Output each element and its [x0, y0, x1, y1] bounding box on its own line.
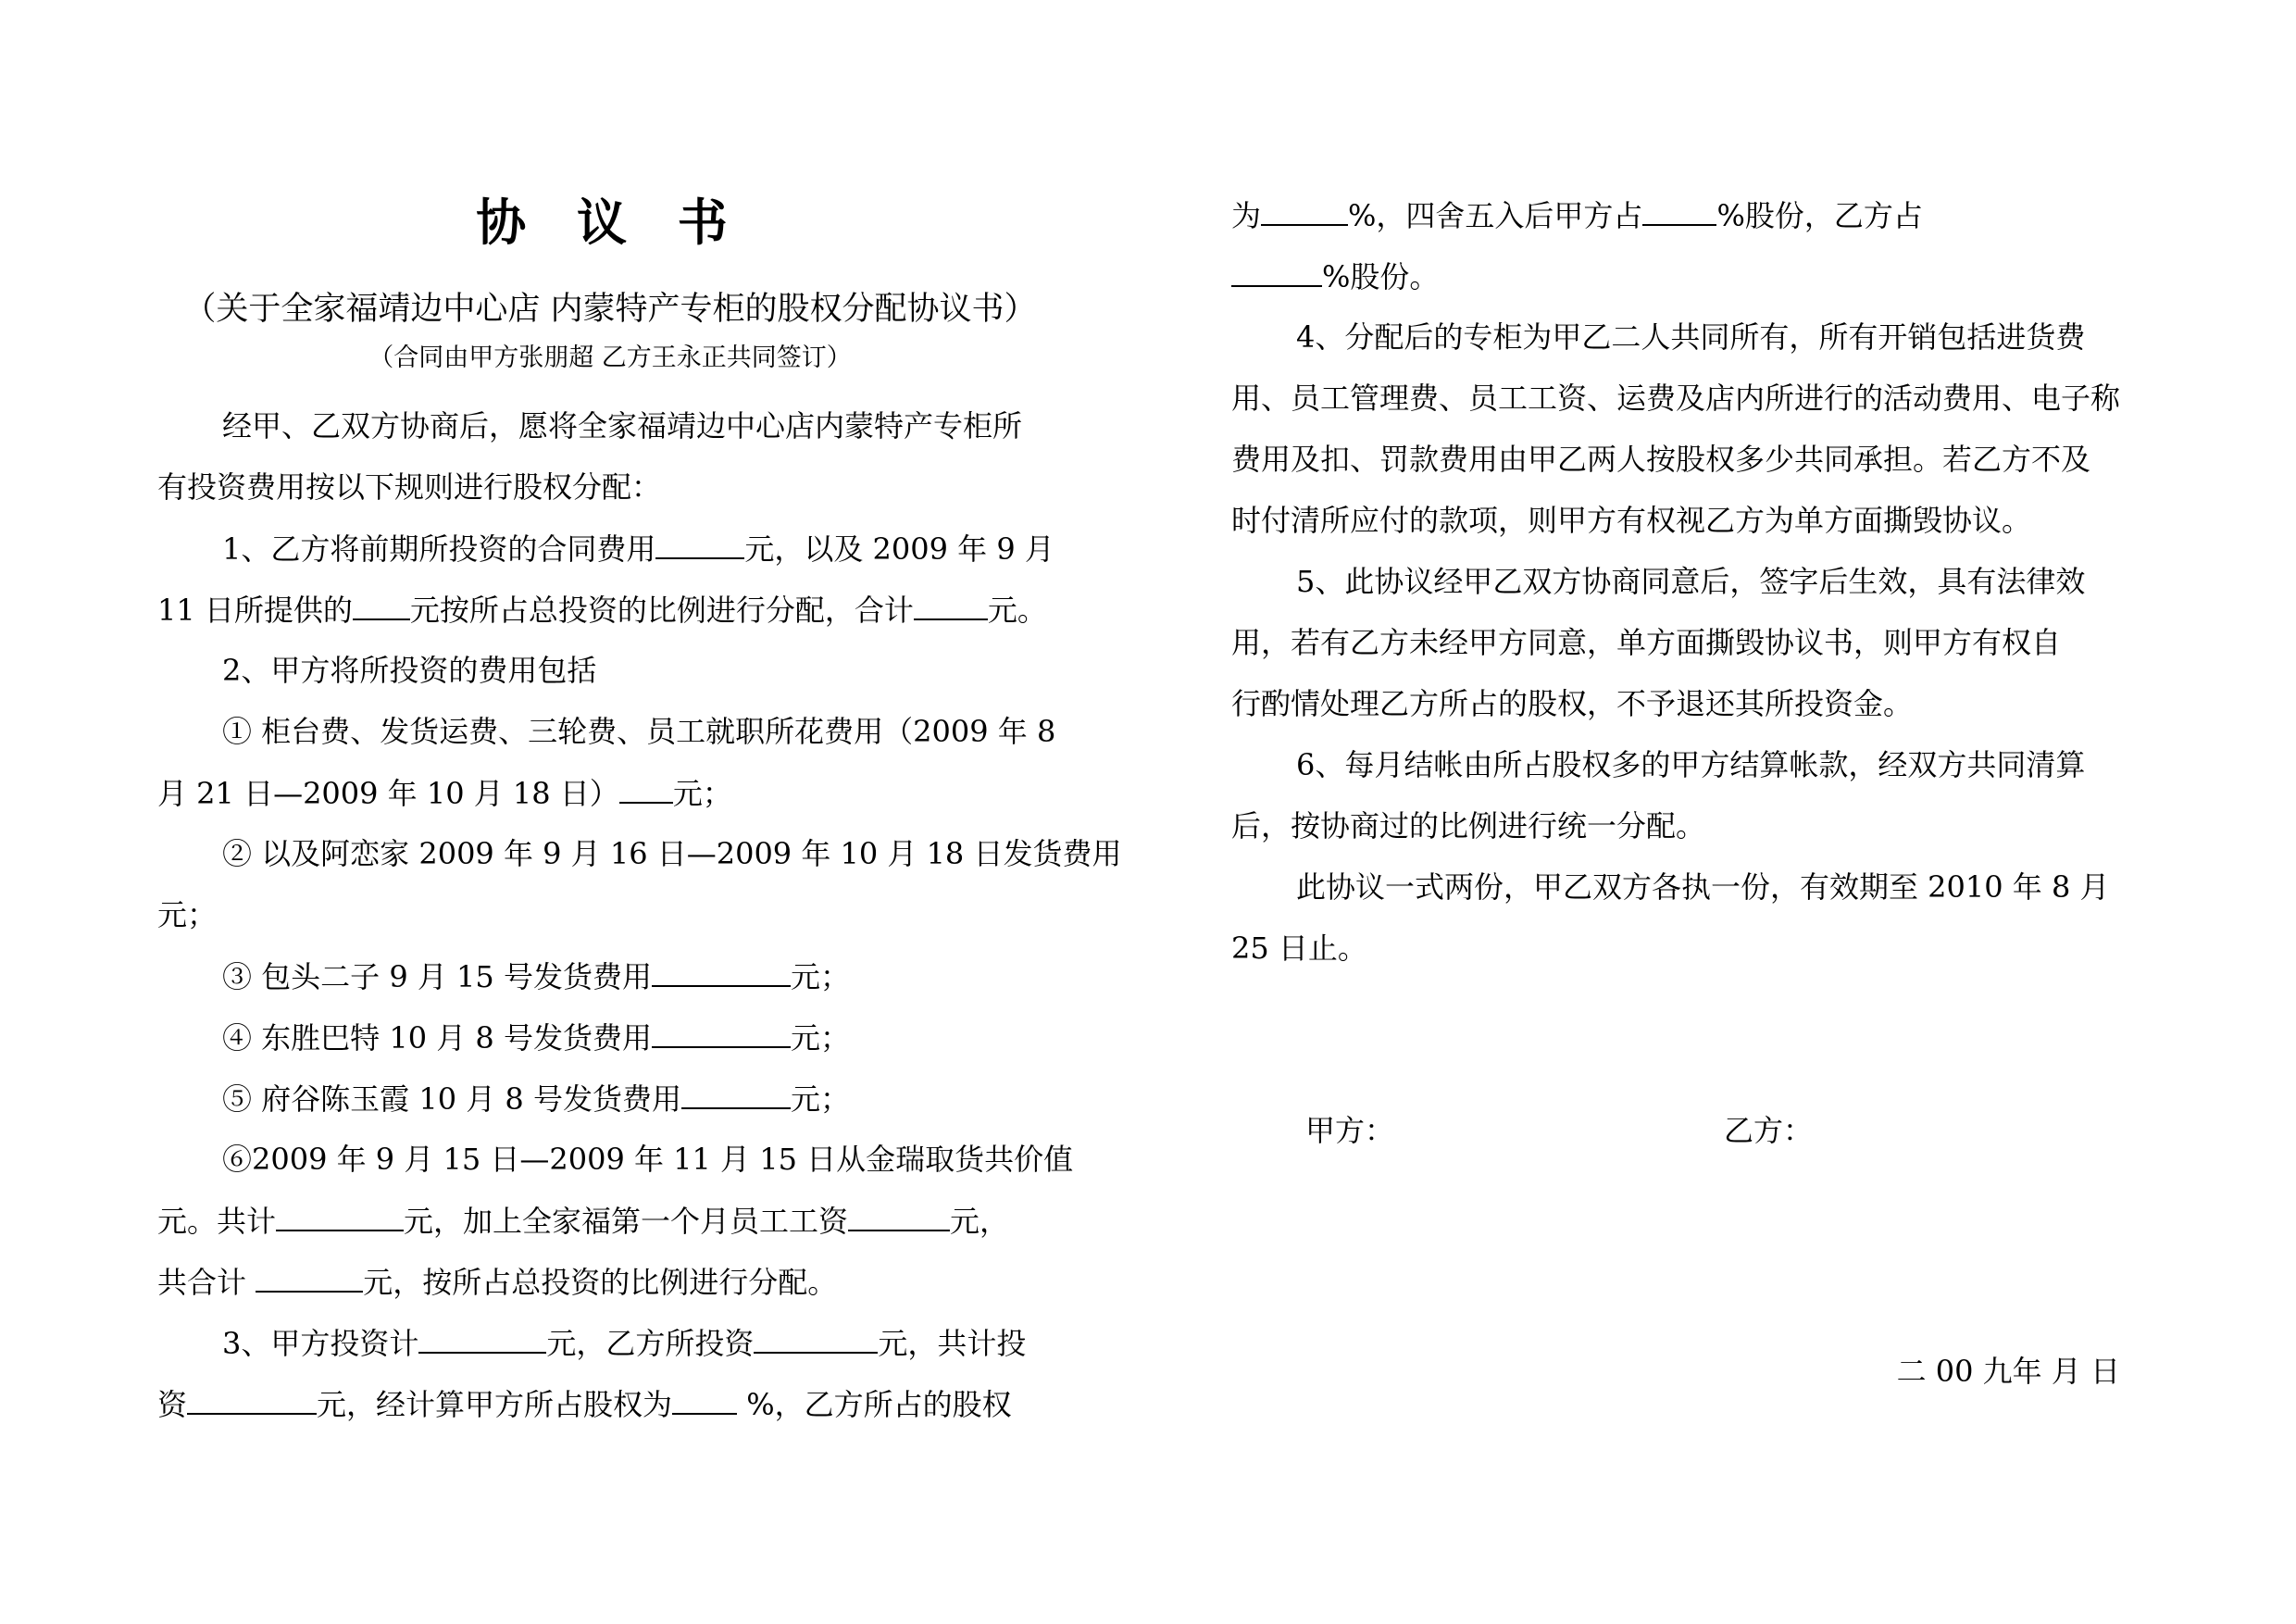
- clause-2-item-line: ④ 东胜巴特 10 月 8 号发货费用 元；: [222, 1020, 850, 1056]
- clause-3-line: 资 元，经计算甲方所占股权为 %，乙方所占的股权: [157, 1387, 1012, 1422]
- clause-4-line: 4、分配后的专柜为甲乙二人共同所有，所有开销包括进货费: [1296, 319, 2086, 355]
- clause-2-item-line: ① 柜台费、发货运费、三轮费、员工就职所花费用（2009 年 8: [222, 714, 1056, 749]
- clause-5-line: 用，若有乙方未经甲方同意，单方面撕毁协议书，则甲方有权自: [1231, 625, 2062, 660]
- document-title: 协 议 书: [476, 193, 744, 252]
- clause-3-line: 3、甲方投资计 元，乙方所投资 元，共计投: [222, 1326, 1027, 1361]
- document-subtitle: （关于全家福靖边中心店 内蒙特产专柜的股权分配协议书）: [183, 291, 1037, 328]
- paragraph-line: 经甲、乙双方协商后，愿将全家福靖边中心店内蒙特产专柜所: [222, 408, 1023, 443]
- blank-field[interactable]: [681, 1080, 791, 1109]
- blank-field[interactable]: [754, 1324, 878, 1354]
- blank-field[interactable]: [1642, 196, 1716, 226]
- clause-1-line: 1、乙方将前期所投资的合同费用 元，以及 2009 年 9 月: [222, 531, 1054, 567]
- blank-field[interactable]: [276, 1202, 404, 1231]
- clause-5-line: 行酌情处理乙方所占的股权，不予退还其所投资金。: [1231, 686, 1914, 721]
- clause-4-line: 时付清所应付的款项，则甲方有权视乙方为单方面撕毁协议。: [1231, 503, 2032, 538]
- clause-3-line: 为 %，四舍五入后甲方占 %股份，乙方占: [1231, 198, 1923, 233]
- clause-2-item-line: 元。共计 元，加上全家福第一个月员工工资 元，: [157, 1204, 1010, 1239]
- clause-4-line: 用、员工管理费、员工工资、运费及店内所进行的活动费用、电子称: [1231, 381, 2121, 416]
- blank-field[interactable]: [187, 1385, 317, 1415]
- clause-4-line: 费用及扣、罚款费用由甲乙两人按股权多少共同承担。若乙方不及: [1231, 442, 2091, 477]
- clause-2-item-line: 元；: [157, 897, 218, 932]
- clause-1-line: 11 日所提供的 元按所占总投资的比例进行分配，合计 元。: [157, 593, 1047, 628]
- clause-6-line: 6、每月结帐由所占股权多的甲方结算帐款，经双方共同清算: [1296, 747, 2086, 782]
- blank-field[interactable]: [353, 591, 410, 620]
- blank-field[interactable]: [418, 1324, 546, 1354]
- blank-field[interactable]: [652, 957, 791, 987]
- clause-2-item-line: ② 以及阿恋家 2009 年 9 月 16 日—2009 年 10 月 18 日发货费用: [222, 836, 1122, 871]
- document-parties-note: （合同由甲方张朋超 乙方王永正共同签订）: [368, 344, 852, 372]
- closing-line: 此协议一式两份，甲乙双方各执一份，有效期至 2010 年 8 月: [1296, 869, 2110, 905]
- clause-2-item-line: ⑥2009 年 9 月 15 日—2009 年 11 月 15 日从金瑞取货共价值: [222, 1142, 1074, 1177]
- blank-field[interactable]: [1261, 196, 1348, 226]
- blank-field[interactable]: [1231, 257, 1322, 287]
- clause-5-line: 5、此协议经甲乙双方协商同意后，签字后生效，具有法律效: [1296, 564, 2086, 599]
- signing-date: 二 00 九年 月 日: [1896, 1354, 2120, 1389]
- blank-field[interactable]: [914, 591, 988, 620]
- blank-field[interactable]: [652, 1018, 791, 1048]
- blank-field[interactable]: [672, 1385, 737, 1415]
- clause-2-item-line: 共合计 元，按所占总投资的比例进行分配。: [157, 1265, 838, 1300]
- paragraph-line: 有投资费用按以下规则进行股权分配：: [157, 469, 662, 505]
- blank-field[interactable]: [655, 530, 744, 559]
- clause-2-item-line: ③ 包头二子 9 月 15 号发货费用 元；: [222, 959, 850, 994]
- clause-2-item-line: 月 21 日—2009 年 10 月 18 日） 元；: [157, 776, 732, 811]
- clause-3-line: %股份。: [1231, 257, 1439, 295]
- blank-field[interactable]: [848, 1202, 950, 1231]
- party-b-signature-label: 乙方：: [1724, 1113, 1814, 1148]
- clause-6-line: 后，按协商过的比例进行统一分配。: [1231, 808, 1706, 843]
- blank-field[interactable]: [256, 1263, 363, 1293]
- clause-2-item-line: ⑤ 府谷陈玉霞 10 月 8 号发货费用 元；: [222, 1081, 850, 1117]
- party-a-signature-label: 甲方：: [1305, 1113, 1395, 1148]
- clause-2-line: 2、甲方将所投资的费用包括: [222, 653, 597, 688]
- closing-line: 25 日止。: [1231, 931, 1367, 966]
- blank-field[interactable]: [619, 774, 673, 804]
